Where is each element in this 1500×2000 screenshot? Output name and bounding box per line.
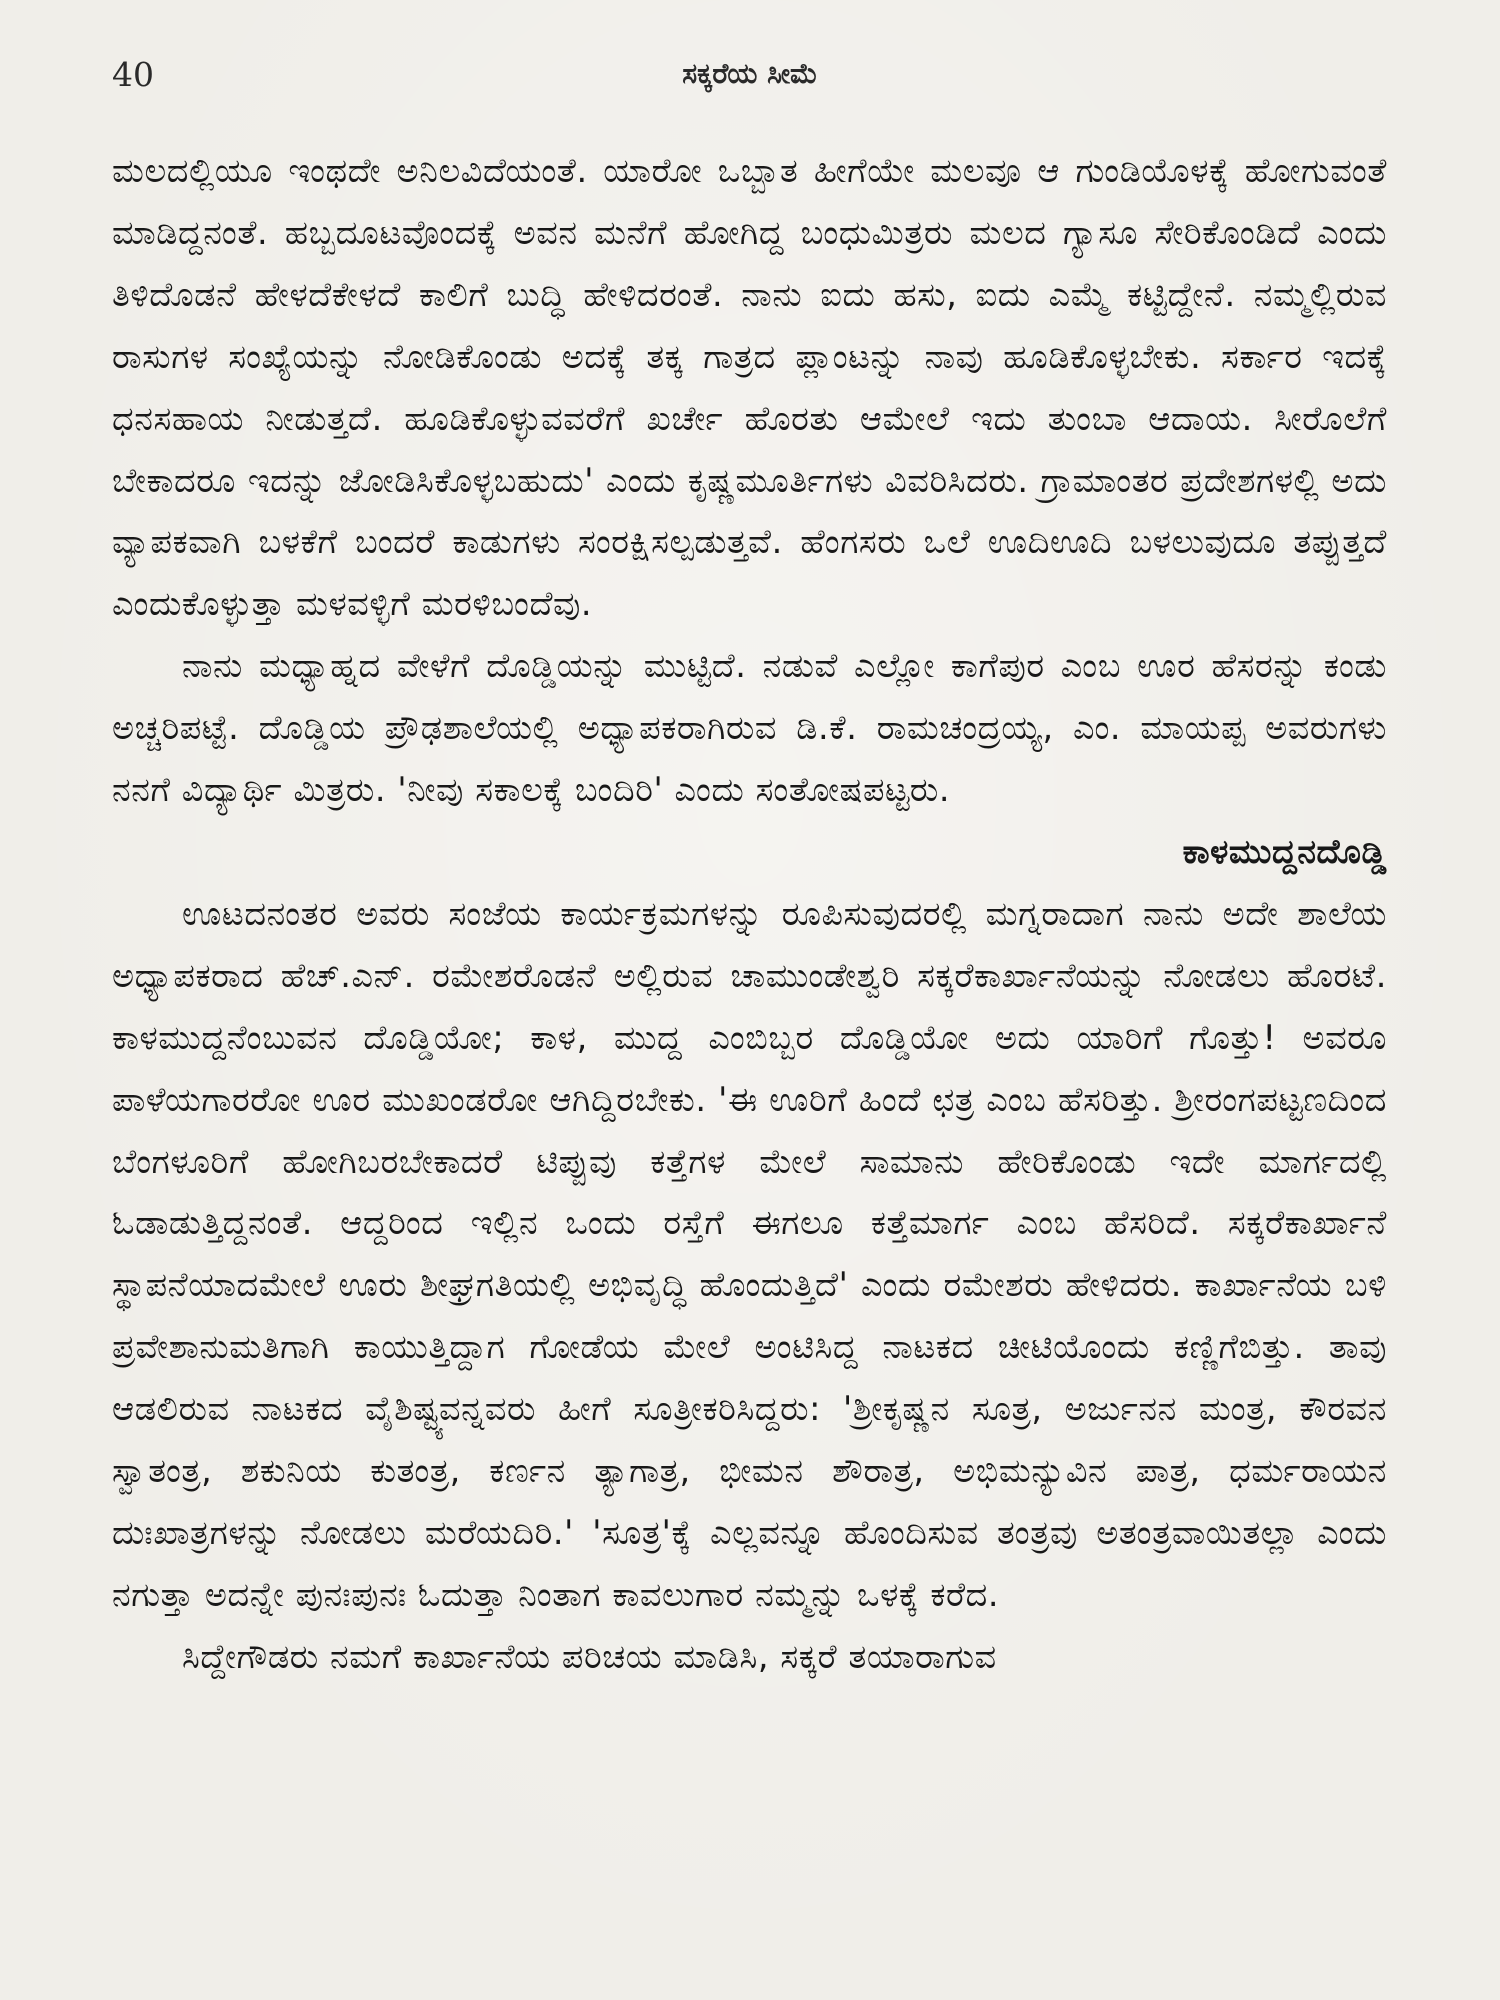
paragraph: ಮಲದಲ್ಲಿಯೂ ಇಂಥದೇ ಅನಿಲವಿದೆಯಂತೆ. ಯಾರೋ ಒಬ್ಬಾತ ಹೀಗೆಯೇ ಮಲವೂ ಆ ಗುಂಡಿಯೊಳಕ್ಕೆ ಹೋಗುವಂತೆ ಮಾಡಿದ್ದನಂತೆ. ಹಬ್ಬದೂಟವೊಂದಕ್ಕೆ ಅವನ ಮನೆಗೆ ಹೋಗಿದ್ದ ಬಂಧುಮಿತ್ರರು ಮಲದ ಗ್ಯಾಸೂ ಸೇರಿಕೊಂಡಿದೆ ಎಂದು ತಿಳಿದೊಡನೆ ಹೇಳದೆಕೇಳದೆ ಕಾಲಿಗೆ ಬುದ್ಧಿ ಹೇಳಿದರಂತೆ. ನಾನು ಐದು ಹಸು, ಐದು ಎಮ್ಮೆ ಕಟ್ಟಿದ್ದೇನೆ. ನಮ್ಮಲ್ಲಿರುವ ರಾಸುಗಳ ಸಂಖ್ಯೆಯನ್ನು ನೋಡಿಕೊಂಡು ಅದಕ್ಕೆ ತಕ್ಕ ಗಾತ್ರದ ಪ್ಲಾಂಟನ್ನು ನಾವು ಹೂಡಿಕೊಳ್ಳಬೇಕು. ಸರ್ಕಾರ ಇದಕ್ಕೆ ಧನಸಹಾಯ ನೀಡುತ್ತದೆ. ಹೂಡಿಕೊಳ್ಳುವವರೆಗೆ ಖರ್ಚೇ ಹೊರತು ಆಮೇಲೆ ಇದು ತುಂಬಾ ಆದಾಯ. ಸೀರೊಲೆಗೆ ಬೇಕಾದರೂ ಇದನ್ನು ಜೋಡಿಸಿಕೊಳ್ಳಬಹುದು' ಎಂದು ಕೃಷ್ಣಮೂರ್ತಿಗಳು ವಿವರಿಸಿದರು. ಗ್ರಾಮಾಂತರ ಪ್ರದೇಶಗಳಲ್ಲಿ ಅದು ವ್ಯಾಪಕವಾಗಿ ಬಳಕೆಗೆ ಬಂದರೆ ಕಾಡುಗಳು ಸಂರಕ್ಷಿಸಲ್ಪಡುತ್ತವೆ. ಹೆಂಗಸರು ಒಲೆ ಊದಿಊದಿ ಬಳಲುವುದೂ ತಪ್ಪುತ್ತದೆ ಎಂದುಕೊಳ್ಳುತ್ತಾ ಮಳವಳ್ಳಿಗೆ ಮರಳಿಬಂದೆವು. <box>112 151 1387 624</box>
paragraph: ಊಟದನಂತರ ಅವರು ಸಂಜೆಯ ಕಾರ್ಯಕ್ರಮಗಳನ್ನು ರೂಪಿಸುವುದರಲ್ಲಿ ಮಗ್ನರಾದಾಗ ನಾನು ಅದೇ ಶಾಲೆಯ ಅಧ್ಯಾಪಕರಾದ ಹೆಚ್.ಎನ್. ರಮೇಶರೊಡನೆ ಅಲ್ಲಿರುವ ಚಾಮುಂಡೇಶ್ವರಿ ಸಕ್ಕರೆಕಾರ್ಖಾನೆಯನ್ನು ನೋಡಲು ಹೊರಟೆ. ಕಾಳಮುದ್ದನೆಂಬುವನ ದೊಡ್ಡಿಯೋ; ಕಾಳ, ಮುದ್ದ ಎಂಬಿಬ್ಬರ ದೊಡ್ಡಿಯೋ ಅದು ಯಾರಿಗೆ ಗೊತ್ತು! ಅವರೂ ಪಾಳೆಯಗಾರರೋ ಊರ ಮುಖಂಡರೋ ಆಗಿದ್ದಿರಬೇಕು. 'ಈ ಊರಿಗೆ ಹಿಂದೆ ಛತ್ರ ಎಂಬ ಹೆಸರಿತ್ತು. ಶ್ರೀರಂಗಪಟ್ಟಣದಿಂದ ಬೆಂಗಳೂರಿಗೆ ಹೋಗಿಬರಬೇಕಾದರೆ ಟಿಪ್ಪುವು ಕತ್ತೆಗಳ ಮೇಲೆ ಸಾಮಾನು ಹೇರಿಕೊಂಡು ಇದೇ ಮಾರ್ಗದಲ್ಲಿ ಓಡಾಡುತ್ತಿದ್ದನಂತೆ. ಆದ್ದರಿಂದ ಇಲ್ಲಿನ ಒಂದು ರಸ್ತೆಗೆ ಈಗಲೂ ಕತ್ತೆಮಾರ್ಗ ಎಂಬ ಹೆಸರಿದೆ. ಸಕ್ಕರೆಕಾರ್ಖಾನೆ ಸ್ಥಾಪನೆಯಾದಮೇಲೆ ಊರು ಶೀಘ್ರಗತಿಯಲ್ಲಿ ಅಭಿವೃದ್ಧಿ ಹೊಂದುತ್ತಿದೆ' ಎಂದು ರಮೇಶರು ಹೇಳಿದರು. ಕಾರ್ಖಾನೆಯ ಬಳಿ ಪ್ರವೇಶಾನುಮತಿಗಾಗಿ ಕಾಯುತ್ತಿದ್ದಾಗ ಗೋಡೆಯ ಮೇಲೆ ಅಂಟಿಸಿದ್ದ ನಾಟಕದ ಚೀಟಿಯೊಂದು ಕಣ್ಣಿಗೆಬಿತ್ತು. ತಾವು ಆಡಲಿರುವ ನಾಟಕದ ವೈಶಿಷ್ಟ್ಯವನ್ನವರು ಹೀಗೆ ಸೂತ್ರೀಕರಿಸಿದ್ದರು: 'ಶ್ರೀಕೃಷ್ಣನ ಸೂತ್ರ, ಅರ್ಜುನನ ಮಂತ್ರ, ಕೌರವನ ಸ್ವಾತಂತ್ರ, ಶಕುನಿಯ ಕುತಂತ್ರ, ಕರ್ಣನ ತ್ಯಾಗಾತ್ರ, ಭೀಮನ ಶೌರಾತ್ರ, ಅಭಿಮನ್ಯುವಿನ ಪಾತ್ರ, ಧರ್ಮರಾಯನ ದುಃಖಾತ್ರಗಳನ್ನು ನೋಡಲು ಮರೆಯದಿರಿ.' 'ಸೂತ್ರ'ಕ್ಕೆ ಎಲ್ಲವನ್ನೂ ಹೊಂದಿಸುವ ತಂತ್ರವು ಅತಂತ್ರವಾಯಿತಲ್ಲಾ ಎಂದು ನಗುತ್ತಾ ಅದನ್ನೇ ಪುನಃಪುನಃ ಓದುತ್ತಾ ನಿಂತಾಗ ಕಾವಲುಗಾರ ನಮ್ಮನ್ನು ಒಳಕ್ಕೆ ಕರೆದ. <box>112 893 1387 1614</box>
running-title: ಸಕ್ಕರೆಯ ಸೀಮೆ <box>682 57 818 90</box>
page-header <box>0 55 1500 105</box>
paragraph: ನಾನು ಮಧ್ಯಾಹ್ನದ ವೇಳೆಗೆ ದೊಡ್ಡಿಯನ್ನು ಮುಟ್ಟಿದೆ. ನಡುವೆ ಎಲ್ಲೋ ಕಾಗೆಪುರ ಎಂಬ ಊರ ಹೆಸರನ್ನು ಕಂಡು ಅಚ್ಚರಿಪಟ್ಟೆ. ದೊಡ್ಡಿಯ ಪ್ರೌಢಶಾಲೆಯಲ್ಲಿ ಅಧ್ಯಾಪಕರಾಗಿರುವ ಡಿ.ಕೆ. ರಾಮಚಂದ್ರಯ್ಯ, ಎಂ. ಮಾಯಪ್ಪ ಅವರುಗಳು ನನಗೆ ವಿದ್ಯಾರ್ಥಿ ಮಿತ್ರರು. 'ನೀವು ಸಕಾಲಕ್ಕೆ ಬಂದಿರಿ' ಎಂದು ಸಂತೋಷಪಟ್ಟರು. <box>112 646 1387 810</box>
page-number: 40 <box>112 55 154 94</box>
paragraph: ಸಿದ್ದೇಗೌಡರು ನಮಗೆ ಕಾರ್ಖಾನೆಯ ಪರಿಚಯ ಮಾಡಿಸಿ, ಸಕ್ಕರೆ ತಯಾರಾಗುವ <box>182 1636 997 1676</box>
section-heading: ಕಾಳಮುದ್ದನದೊಡ್ಡಿ <box>1182 831 1387 871</box>
page-body <box>112 140 1387 1688</box>
